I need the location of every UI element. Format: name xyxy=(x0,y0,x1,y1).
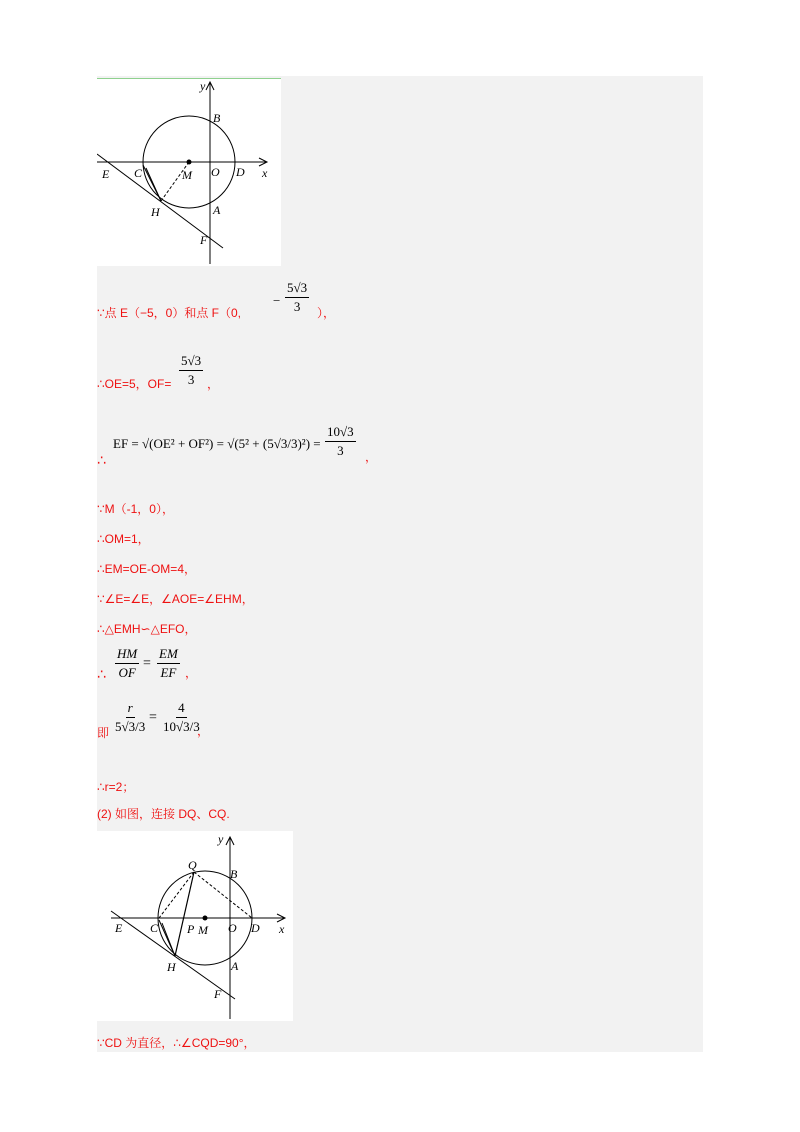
line-3-formula: EF = √(OE² + OF²) = √(5² + (5√3/3)²) = xyxy=(113,436,321,451)
line-3-tail: ， xyxy=(365,450,378,464)
label-h-2: H xyxy=(167,960,176,974)
line-1-frac-den: 3 xyxy=(293,299,301,314)
line-1-neg: − xyxy=(273,293,281,308)
line-5: ∴OM=1， xyxy=(97,532,150,546)
line-3-therefore: ∴ xyxy=(97,452,106,468)
label-a: A xyxy=(213,203,221,217)
label-y: y xyxy=(200,79,206,93)
label-o-2: O xyxy=(228,921,237,935)
label-x-2: x xyxy=(279,922,285,936)
label-e-2: E xyxy=(115,921,123,935)
line-2-tail: ， xyxy=(207,377,220,391)
line-9-tail: ， xyxy=(185,666,198,680)
center-m-dot xyxy=(187,160,192,165)
label-f: F xyxy=(200,233,208,247)
line-3-frac-den: 3 xyxy=(337,443,344,458)
line-10-frac2-den: 10√3/3 xyxy=(163,719,200,734)
figure-1 xyxy=(97,78,281,266)
line-10-eq: = xyxy=(149,710,157,725)
label-x: x xyxy=(262,166,268,180)
line-13: ∵CD 为直径，∴∠CQD=90°， xyxy=(97,1036,256,1050)
line-9-therefore: ∴ xyxy=(97,666,106,682)
line-1-frac-num: 5√3 xyxy=(285,280,309,298)
label-a-2: A xyxy=(231,959,239,973)
line-3-frac-num: 10√3 xyxy=(325,424,356,442)
line-7: ∵∠E=∠E，∠AOE=∠EHM， xyxy=(97,592,254,606)
label-d: D xyxy=(236,165,245,179)
label-y-2: y xyxy=(218,832,224,846)
label-m-2: M xyxy=(198,923,208,937)
line-11: ∴r=2； xyxy=(97,780,135,794)
line-2-text: ∴OE=5，OF= xyxy=(97,377,172,391)
label-c-2: C xyxy=(150,921,159,935)
line-9-frac2-num: EM xyxy=(157,646,180,664)
label-c: C xyxy=(134,166,143,180)
line-10-ji: 即 xyxy=(97,726,110,740)
line-1-tail: ）， xyxy=(317,306,336,320)
label-d-2: D xyxy=(251,921,260,935)
label-p-2: P xyxy=(187,922,195,936)
line-2-frac-num: 5√3 xyxy=(179,353,203,371)
label-m: M xyxy=(182,168,192,182)
figure-2 xyxy=(97,831,293,1021)
label-h: H xyxy=(151,205,160,219)
line-9-frac2-den: EF xyxy=(160,665,177,680)
line-1-text: ∵点 E（−5，0）和点 F（0, xyxy=(97,306,242,320)
tangent-line-ef-2 xyxy=(111,911,235,999)
line-9-eq: = xyxy=(143,656,151,671)
line-9-frac1-num: HM xyxy=(115,646,139,664)
line-10-tail: ， xyxy=(197,724,210,738)
line-2-frac-den: 3 xyxy=(187,372,195,387)
line-8: ∴△EMH∽△EFO， xyxy=(97,622,197,636)
line-9-frac1-den: OF xyxy=(118,665,136,680)
line-10-frac1-den: 5√3/3 xyxy=(115,719,146,734)
label-q-2: Q xyxy=(188,858,197,872)
label-b-2: B xyxy=(230,867,238,881)
figure-1-svg xyxy=(97,78,281,266)
line-12: (2) 如图，连接 DQ、CQ. xyxy=(97,807,230,821)
line-10-frac2-num: 4 xyxy=(176,700,187,718)
label-e: E xyxy=(102,167,110,181)
figure-2-svg xyxy=(97,831,293,1021)
label-b: B xyxy=(213,111,221,125)
line-4: ∵M（-1，0）， xyxy=(97,502,174,516)
center-m-dot-2 xyxy=(203,916,208,921)
line-6: ∴EM=OE-OM=4， xyxy=(97,562,196,576)
label-o: O xyxy=(211,165,220,179)
line-10-frac1-num: r xyxy=(126,700,135,718)
label-f-2: F xyxy=(214,987,222,1001)
